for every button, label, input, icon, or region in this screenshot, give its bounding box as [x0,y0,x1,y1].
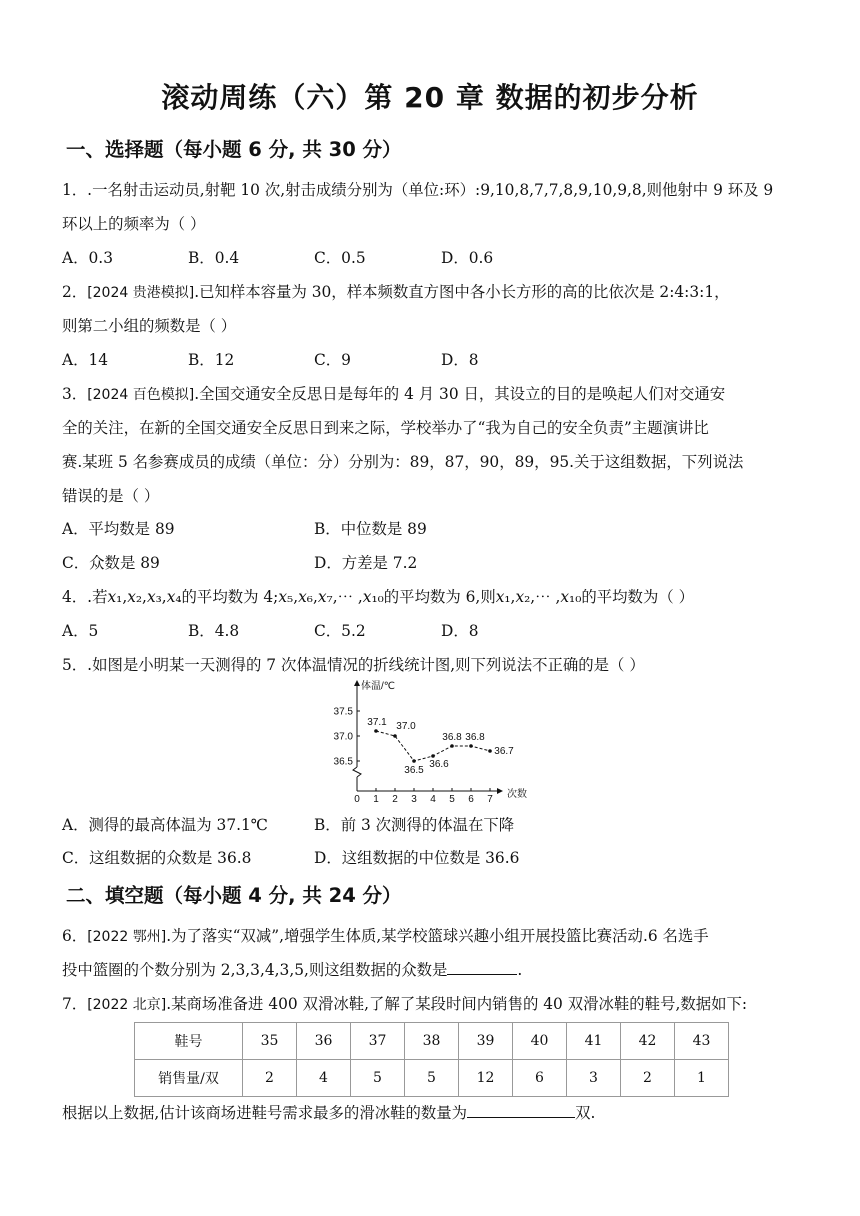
x-tick-label: 5 [449,794,455,804]
question-3-option-c: C．众数是 89 [62,554,160,572]
question-7-text: .某商场准备进 400 双滑冰鞋,了解了某段时间内销售的 40 双滑冰鞋的鞋号,数据如下: [166,995,748,1013]
question-3-source-tag: [2024 百色模拟] [87,387,195,403]
data-label: 37.0 [396,721,416,732]
question-6-source-tag: [2022 鄂州] [87,929,167,945]
question-5-option-d: D．这组数据的中位数是 36.6 [314,849,520,867]
question-2-text: .已知样本容量为 30，样本频数直方图中各小长方形的高的比依次是 2:4:3:1， [194,283,730,301]
question-2-option-d: D．8 [441,351,479,369]
data-point [431,754,435,758]
data-label: 36.8 [442,732,462,743]
table-row [135,1023,729,1060]
question-2-option-a: A．14 [62,351,109,369]
question-4-option-c: C．5.2 [314,622,366,640]
question-3-option-a: A．平均数是 89 [62,520,175,538]
table-cell: 35 [243,1023,297,1060]
question-4-option-a: A．5 [62,622,99,640]
table-cell: 43 [675,1023,729,1060]
question-6-text-2: 投中篮圈的个数分别为 2,3,3,4,3,5,则这组数据的众数是 [62,961,448,979]
question-5-option-c: C．这组数据的众数是 36.8 [62,849,252,867]
question-3-option-b: B．中位数是 89 [314,520,427,538]
page-title: 滚动周练（六）第 20 章 数据的初步分析 [161,81,699,114]
table-cell: 5 [405,1060,459,1097]
data-label: 37.1 [367,717,387,728]
data-label: 36.5 [404,765,424,776]
data-label: 36.8 [465,732,485,743]
x-tick-label: 7 [487,794,493,804]
question-5-option-b: B．前 3 次测得的体温在下降 [314,816,515,834]
shoe-size-table [134,1022,729,1097]
question-2-line-2: 则第二小组的频数是（ ） [62,317,237,335]
y-tick-label: 37.0 [333,731,353,743]
question-2-option-b: B．12 [188,351,235,369]
question-6-text: .为了落实“双减”,增强学生体质,某学校篮球兴趣小组开展投篮比赛活动.6 名选手 [166,927,709,945]
question-3-text: .全国交通安全反思日是每年的 4 月 30 日，其设立的目的是唤起人们对交通安 [194,385,726,403]
table-cell: 1 [675,1060,729,1097]
section-heading-choice: 一、选择题（每小题 6 分, 共 30 分） [66,138,402,161]
question-5-option-a: A．测得的最高体温为 37.1℃ [62,816,269,834]
question-7-line-2 [62,1101,595,1123]
y-tick-label: 37.5 [333,706,353,718]
table-row-label: 鞋号 [135,1023,243,1060]
question-2-source-tag: [2024 贵港模拟] [87,285,195,301]
chart-x-axis-label: 次数 [507,789,527,800]
question-7-text-end: 双. [575,1104,596,1122]
question-4-line-1: 4．.若𝑥₁,𝑥₂,𝑥₃,𝑥₄的平均数为 4;𝑥₅,𝑥₆,𝑥₇,⋯ ,𝑥₁₀的平均数为 6,则𝑥₁,𝑥₂,⋯ ,𝑥₁₀的平均数为（ ） [62,588,695,606]
question-3-line-2: 全的关注，在新的全国交通安全反思日到来之际，学校举办了“我为自己的安全负责”主题演讲比 [62,419,709,437]
data-label: 36.6 [429,759,449,770]
table-cell: 37 [351,1023,405,1060]
x-tick-label: 0 [354,794,360,804]
table-cell: 42 [621,1023,675,1060]
question-6-answer-blank[interactable] [447,959,517,975]
question-4-option-d: D．8 [441,622,479,640]
question-3-line-1 [62,382,725,404]
data-point [450,744,454,748]
question-2-number: 2． [62,283,88,301]
table-cell: 4 [297,1060,351,1097]
question-6-line-2 [62,958,522,980]
y-axis-break [353,767,361,777]
question-2-option-c: C．9 [314,351,351,369]
y-tick-label: 36.5 [333,756,353,768]
data-point [412,759,416,763]
question-1-line-1: 1．.一名射击运动员,射靶 10 次,射击成绩分别为（单位:环）:9,10,8,7,7,8,9,10,9,8,则他射中 9 环及 9 [62,181,774,199]
table-cell: 40 [513,1023,567,1060]
question-1-option-b: B．0.4 [188,249,240,267]
chart-y-axis-label: 体温/℃ [361,681,396,692]
question-7-number: 7． [62,995,88,1013]
question-1-option-c: C．0.5 [314,249,366,267]
question-1-option-d: D．0.6 [441,249,494,267]
question-5-line-1: 5．.如图是小明某一天测得的 7 次体温情况的折线统计图,则下列说法不正确的是（ ） [62,656,645,674]
question-2-line-1 [62,280,730,302]
data-point [488,749,492,753]
table-cell: 39 [459,1023,513,1060]
question-3-line-4: 错误的是（ ） [62,487,160,505]
temperature-line-chart [330,676,540,804]
x-tick-label: 6 [468,794,474,804]
table-cell: 2 [243,1060,297,1097]
table-cell: 3 [567,1060,621,1097]
question-6-number: 6． [62,927,88,945]
question-7-source-tag: [2022 北京] [87,997,167,1013]
table-cell: 36 [297,1023,351,1060]
question-3-option-d: D．方差是 7.2 [314,554,418,572]
table-cell: 38 [405,1023,459,1060]
chart-data-labels [367,717,514,776]
data-point [393,734,397,738]
question-7-answer-blank[interactable] [467,1102,575,1118]
table-cell: 12 [459,1060,513,1097]
question-7-line-1 [62,992,747,1014]
data-point [469,744,473,748]
question-6-line-1 [62,924,709,946]
table-cell: 41 [567,1023,621,1060]
table-cell: 6 [513,1060,567,1097]
x-tick-label: 1 [373,794,379,804]
x-tick-label: 3 [411,794,417,804]
table-row [135,1060,729,1097]
data-point [374,729,378,733]
question-6-text-end: . [517,961,523,979]
x-tick-label: 2 [392,794,398,804]
question-3-number: 3． [62,385,88,403]
table-cell: 2 [621,1060,675,1097]
question-1-option-a: A．0.3 [62,249,113,267]
data-label: 36.7 [494,746,514,757]
question-4-option-b: B．4.8 [188,622,240,640]
section-heading-fill: 二、填空题（每小题 4 分, 共 24 分） [66,884,402,907]
question-7-text-2: 根据以上数据,估计该商场进鞋号需求最多的滑冰鞋的数量为 [62,1104,468,1122]
table-cell: 5 [351,1060,405,1097]
table-row-label: 销售量/双 [135,1060,243,1097]
x-tick-label: 4 [430,794,436,804]
question-1-line-2: 环以上的频率为（ ） [62,215,206,233]
question-3-line-3: 赛.某班 5 名参赛成员的成绩（单位：分）分别为：89，87，90，89，95.关于这组数据，下列说法 [62,453,744,471]
